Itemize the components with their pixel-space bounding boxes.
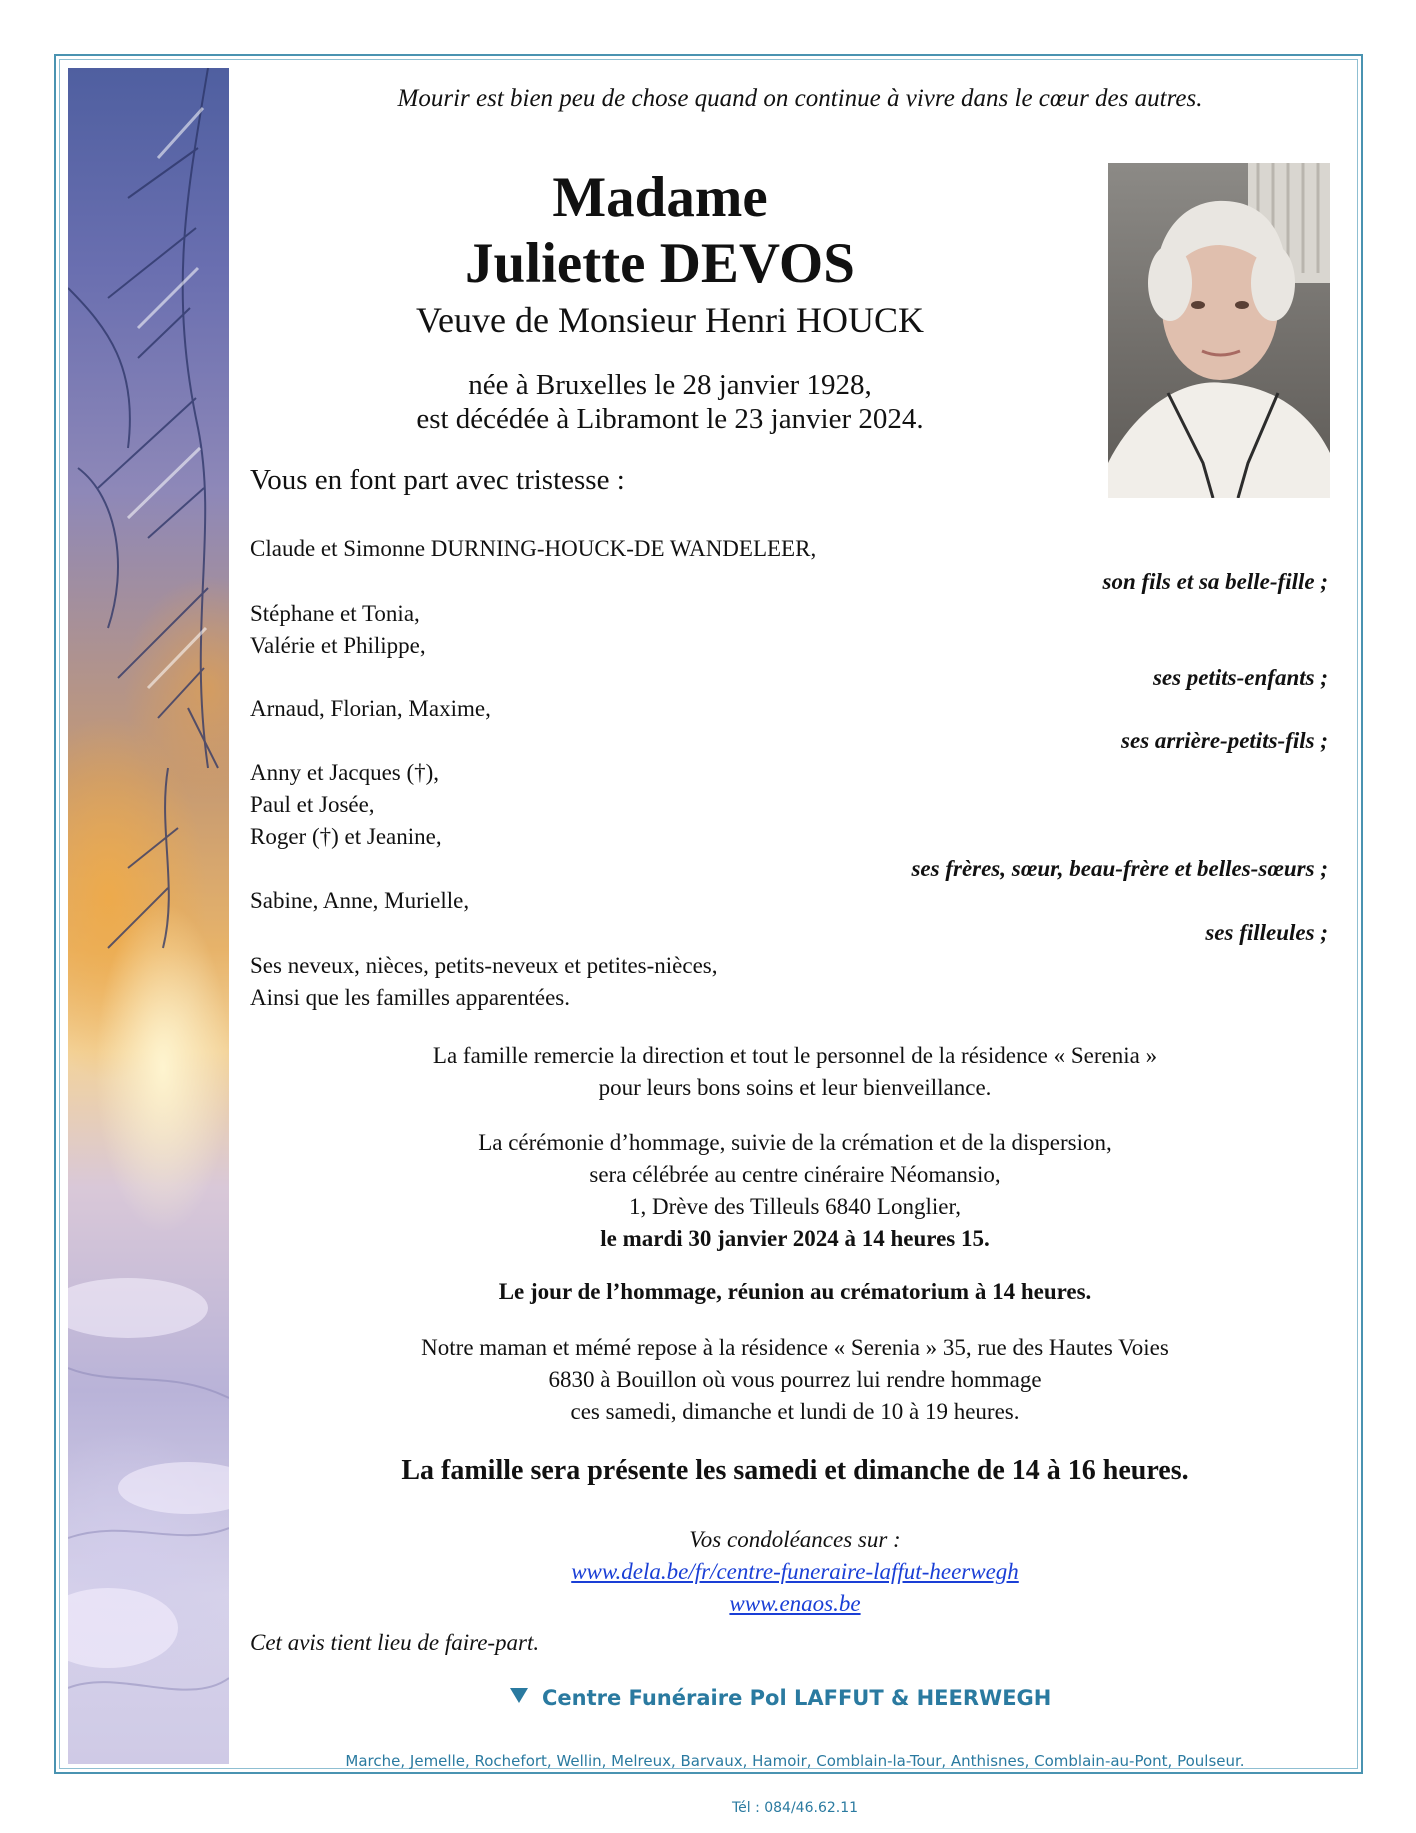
winter-sunset-image — [68, 68, 229, 1764]
visitation-paragraph: Notre maman et mémé repose à la résidence « Serenia » 35, rue des Hautes Voies 6830 à Bouillon où vous pourrez lui rendre hommage ces samedi, dimanche et lundi de 10 à 19 heures. — [421, 1335, 1169, 1424]
widow-of-line: Veuve de Monsieur Henri HOUCK — [416, 300, 924, 340]
epigraph-quote: Mourir est bien peu de chose quand on continue à vivre dans le cœur des autres. — [397, 85, 1203, 112]
announcement-intro: Vous en font part avec tristesse : — [250, 464, 625, 496]
notice-line: Cet avis tient lieu de faire-part. — [250, 1630, 540, 1655]
family-relation: son fils et sa belle-fille ; — [1102, 569, 1328, 594]
dela-link[interactable]: www.dela.be/fr/centre-funeraire-laffut-heerwegh — [571, 1559, 1019, 1584]
deceased-name: Juliette DEVOS — [465, 232, 855, 295]
family-presence: La famille sera présente les samedi et dimanche de 14 à 16 heures. — [401, 1455, 1189, 1486]
ceremony-date: le mardi 30 janvier 2024 à 14 heures 15. — [600, 1226, 990, 1251]
honorific-title: Madame — [552, 166, 768, 229]
family-names: Sabine, Anne, Murielle, — [250, 888, 470, 913]
portrait-photo — [1108, 163, 1330, 498]
condolences-links — [250, 1556, 1340, 1620]
condolences-label: Vos condoléances sur : — [689, 1527, 901, 1552]
funeral-home-name: Centre Funéraire Pol LAFFUT & HEERWEGH — [510, 1686, 1051, 1710]
triangle-down-icon — [510, 1688, 528, 1703]
family-relation: ses arrière-petits-fils ; — [1121, 728, 1328, 753]
family-names: Claude et Simonne DURNING-HOUCK-DE WANDELEER, — [250, 536, 817, 561]
family-relation: ses petits-enfants ; — [1152, 665, 1328, 690]
family-relation: ses filleules ; — [1205, 920, 1328, 945]
death-line: est décédée à Libramont le 23 janvier 2024. — [416, 403, 924, 435]
enaos-link[interactable]: www.enaos.be — [729, 1591, 861, 1616]
meeting-line: Le jour de l’hommage, réunion au crématorium à 14 heures. — [498, 1279, 1092, 1304]
family-names: Stéphane et Tonia, Valérie et Philippe, — [250, 601, 426, 658]
thanks-paragraph: La famille remercie la direction et tout le personnel de la résidence « Serenia » pour leurs bons soins et leur bienveillance. — [432, 1043, 1158, 1100]
family-names: Anny et Jacques (†), Paul et Josée, Roger (†) et Jeanine, — [250, 760, 442, 849]
funeral-home-phone: Tél : 084/46.62.11 — [731, 1800, 859, 1816]
birth-line: née à Bruxelles le 28 janvier 1928, — [468, 369, 872, 401]
family-names: Arnaud, Florian, Maxime, — [250, 696, 491, 721]
family-relation: ses frères, sœur, beau-frère et belles-sœurs ; — [911, 856, 1328, 881]
ceremony-paragraph: La cérémonie d’hommage, suivie de la crémation et de la dispersion, sera célébrée au centre cinéraire Néomansio, 1, Drève des Tilleuls 6840 Longlier, le mardi 30 janvier 2024 à 14 heures 15. — [250, 1127, 1340, 1255]
extended-family: Ses neveux, nièces, petits-neveux et petites-nièces, Ainsi que les familles apparentées. — [250, 953, 718, 1010]
funeral-home-towns: Marche, Jemelle, Rochefort, Wellin, Melreux, Barvaux, Hamoir, Comblain-la-Tour, Anthisnes, Comblain-au-Pont, Poulseur. — [345, 1752, 1245, 1770]
